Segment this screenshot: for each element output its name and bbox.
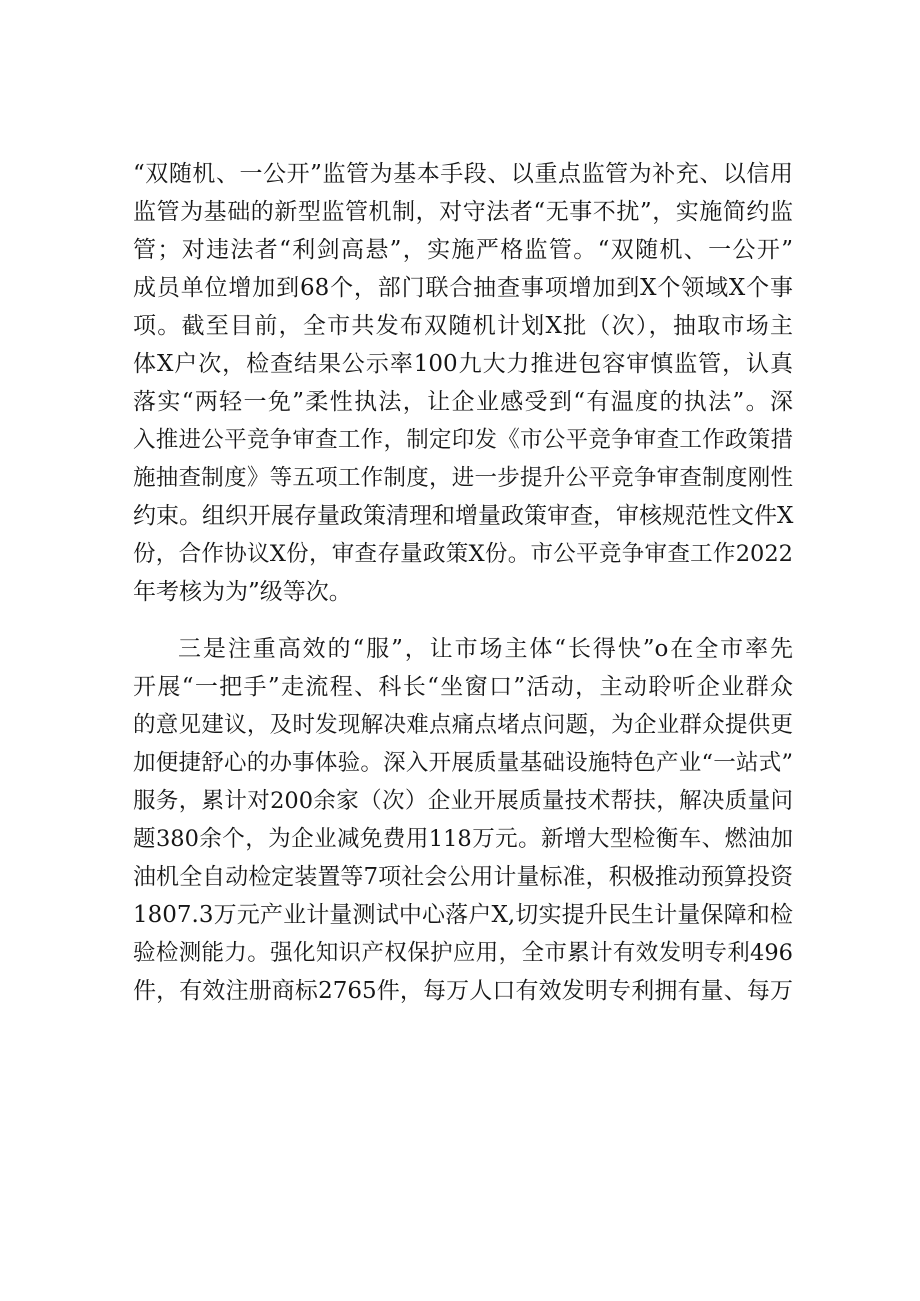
text-line: 施抽查制度》等五项工作制度，进一步提升公平竞争审查制度刚性 (133, 465, 793, 491)
text-line: 监管为基础的新型监管机制，对守法者“无事不扰”，实施简约监 (133, 199, 793, 225)
text-line: 管；对违法者“利剑高悬”，实施严格监管。“双随机、一公开” (133, 237, 793, 263)
text-line: 开展“一把手”走流程、科长“坐窗口”活动，主动聆听企业群众 (133, 674, 793, 700)
text-line: 加便捷舒心的办事体验。深入开展质量基础设施特色产业“一站式” (133, 750, 793, 776)
text-line: 约束。组织开展存量政策清理和增量政策审查，审核规范性文件X (133, 503, 794, 529)
text-line: 体X户次，检查结果公示率100九大力推进包容审慎监管，认真 (133, 351, 793, 377)
text-line: 件，有效注册商标2765件，每万人口有效发明专利拥有量、每万 (133, 978, 793, 1004)
text-line: 入推进公平竞争审查工作，制定印发《市公平竞争审查工作政策措 (133, 427, 793, 453)
text-line: 题380余个，为企业减免费用118万元。新增大型检衡车、燃油加 (133, 826, 793, 852)
text-line: 份，合作协议X份，审查存量政策X份。市公平竞争审查工作2022 (133, 541, 793, 567)
text-line: 的意见建议，及时发现解决难点痛点堵点问题，为企业群众提供更 (133, 712, 793, 738)
text-line: “双随机、一公开”监管为基本手段、以重点监管为补充、以信用 (133, 161, 793, 187)
text-line: 油机全自动检定装置等7项社会公用计量标准，积极推动预算投资 (133, 864, 793, 890)
text-line: 服务，累计对200余家（次）企业开展质量技术帮扶，解决质量问 (133, 788, 793, 814)
text-line: 三是注重高效的“服”，让市场主体“长得快”o在全市率先 (178, 636, 793, 662)
text-line: 成员单位增加到68个，部门联合抽查事项增加到X个领域X个事 (133, 275, 793, 301)
text-line: 验检测能力。强化知识产权保护应用，全市累计有效发明专利496 (133, 940, 793, 966)
text-line: 项。截至目前，全市共发布双随机计划X批（次），抽取市场主 (133, 313, 793, 339)
text-line: 落实“两轻一免”柔性执法，让企业感受到“有温度的执法”。深 (133, 389, 793, 415)
text-line: 1807.3万元产业计量测试中心落户X,切实提升民生计量保障和检 (133, 902, 793, 928)
text-line: 年考核为为”级等次。 (133, 579, 352, 605)
